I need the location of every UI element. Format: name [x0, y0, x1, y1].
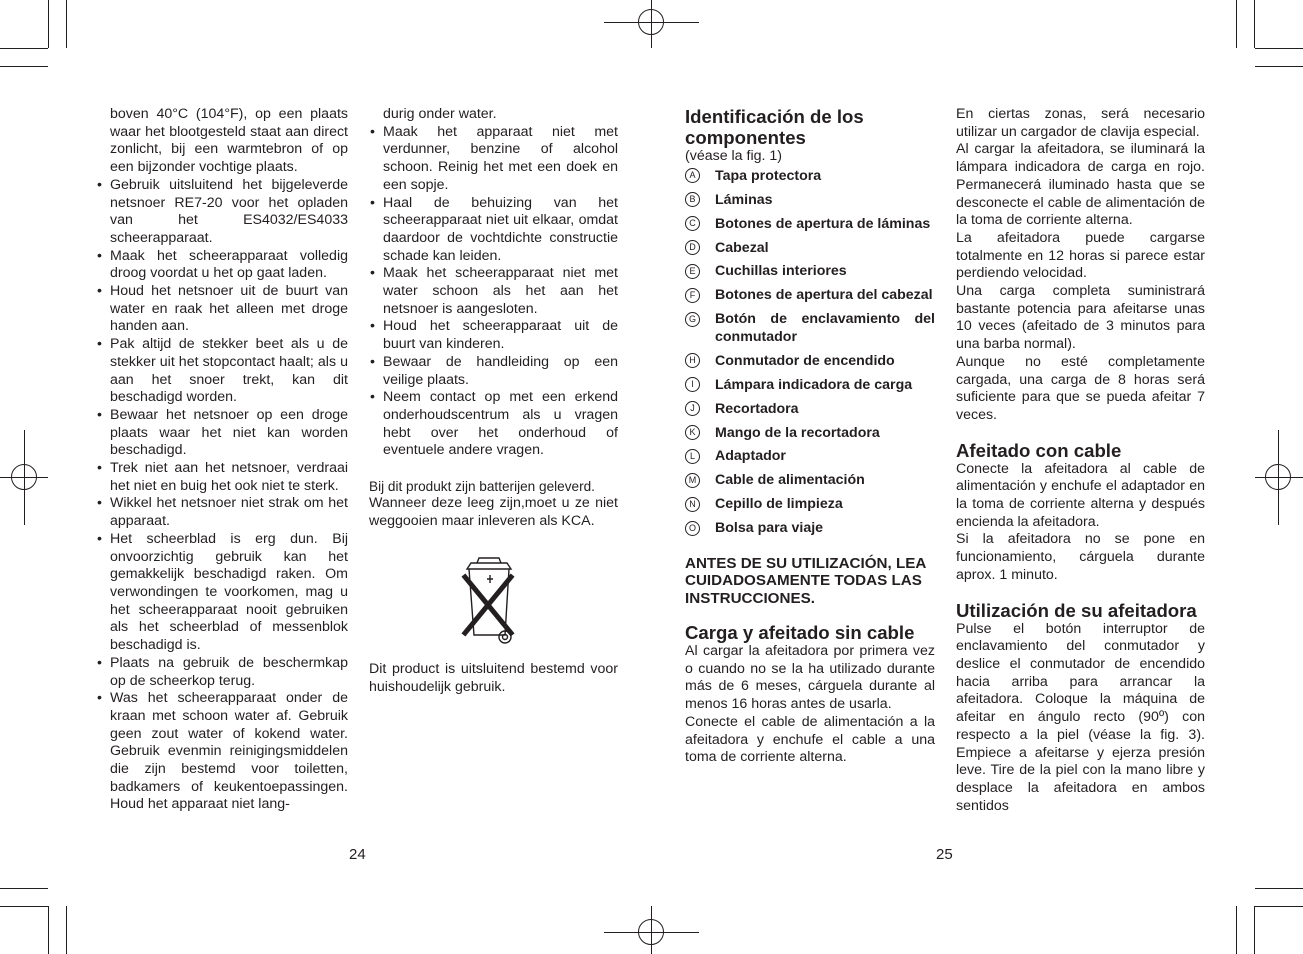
component-item [685, 216, 935, 234]
component-item [685, 353, 935, 371]
list-item: • Het scheerblad is erg dun. Bij onvoorzichtig gebruik kan het gemakkelijk beschadigd raken. Om verwondingen te voorkomen, mag u het scheerapparaat nooit gebruiken als het scheerblad of messenblok beschadigd is. [96, 531, 348, 655]
page24-column2 [369, 106, 618, 696]
crop-mark [1254, 0, 1255, 48]
component-label: Botones de apertura del cabezal [715, 287, 933, 304]
warning-heading: ANTES DE SU UTILIZACIÓN, LEA CUIDADOSAMENTE TODAS LAS INSTRUCCIONES. [685, 554, 926, 607]
component-item [685, 287, 935, 305]
list-item: • Plaats na gebruik de beschermkap op de scheerkop terug. [96, 655, 348, 690]
component-label: Láminas [715, 191, 773, 208]
component-item [685, 496, 935, 514]
letter-badge: G [685, 312, 700, 327]
list-item: • Maak het scheerapparaat niet met water schoon als het aan het netsnoer is aangesloten. [369, 265, 618, 318]
registration-circle [638, 919, 664, 945]
letter-badge: A [685, 168, 700, 183]
list-item: • Maak het apparaat niet met verdunner, benzine of alcohol schoon. Reinig het met een doek en een sopje. [369, 124, 618, 195]
paragraph: Una carga completa suministrará bastante potencia para afeitarse unas 10 veces (afeitado de 3 minutos para una barba normal). [956, 283, 1205, 353]
component-label: Botones de apertura de láminas [715, 215, 931, 232]
page25-column2 [956, 106, 1205, 815]
page24-column1 [96, 106, 348, 814]
paragraph: La afeitadora puede cargarse totalmente en 12 horas si parece estar perdiendo velocidad. [956, 229, 1205, 282]
list-item: • Pak altijd de stekker beet als u de stekker uit het stopcontact haalt; als u aan het snoer trekt, kan dit beschadigd worden. [96, 336, 348, 407]
household-note: Dit product is uitsluitend bestemd voor huishoudelijk gebruik. [369, 660, 618, 695]
component-list [685, 168, 935, 538]
list-item: • Gebruik uitsluitend het bijgeleverde netsnoer RE7-20 voor het opladen van het ES4032/ES4033 scheerapparaat. [96, 177, 348, 248]
component-item [685, 168, 935, 186]
component-label: Cable de alimentación [715, 472, 865, 489]
paragraph: Conecte el cable de alimentación a la afeitadora y enchufe el cable a una toma de corriente alterna. [685, 713, 935, 766]
letter-badge: F [685, 288, 700, 303]
battery-text: Wanneer deze leeg zijn,moet u ze niet weggooien maar inleveren als KCA. [369, 495, 618, 530]
component-label: Mango de la recortadora [715, 424, 880, 441]
component-item [685, 377, 935, 395]
safety-list [369, 124, 618, 460]
registration-circle [638, 9, 664, 35]
crop-mark [0, 48, 48, 49]
letter-badge: O [685, 521, 700, 536]
paragraph: durig onder water. [383, 106, 497, 122]
letter-badge: I [685, 377, 700, 392]
component-item [685, 401, 935, 419]
letter-badge: N [685, 497, 700, 512]
component-item [685, 263, 935, 281]
letter-badge: L [685, 449, 700, 464]
crop-mark [0, 66, 48, 67]
list-item: • Wikkel het netsnoer niet strak om het apparaat. [96, 495, 348, 530]
letter-badge: M [685, 473, 700, 488]
crop-mark [1255, 48, 1303, 49]
figure-reference: (véase la fig. 1) [685, 148, 782, 164]
component-label: Adaptador [715, 448, 786, 465]
component-label: Lámpara indicadora de carga [715, 376, 913, 393]
section-heading: Utilización de su afeitadora [956, 599, 1197, 621]
component-label: Tapa protectora [715, 167, 822, 184]
list-item: • Houd het scheerapparaat uit de buurt van kinderen. [369, 318, 618, 353]
component-label: Conmutador de encendido [715, 352, 895, 369]
list-item: • Haal de behuizing van het scheerapparaat niet uit elkaar, omdat daardoor de vochtdichte constructie schade kan leiden. [369, 195, 618, 266]
crop-mark [1255, 888, 1303, 889]
page-number: 24 [349, 846, 366, 863]
crop-mark [1236, 0, 1237, 48]
component-label: Botón de enclavamiento del conmutador [715, 311, 935, 345]
crop-mark [66, 906, 67, 954]
component-item [685, 520, 935, 538]
list-item: • Maak het scheerapparaat volledig droog voordat u het op gaat laden. [96, 248, 348, 283]
letter-badge: E [685, 264, 700, 279]
component-item [685, 311, 935, 346]
component-item [685, 472, 935, 490]
crop-mark [66, 0, 67, 48]
section-heading: Identificación de los componentes [685, 106, 864, 148]
component-label: Cepillo de limpieza [715, 496, 843, 513]
crossed-bin-icon [457, 555, 521, 647]
list-item: • Bewaar de handleiding op een veilige plaats. [369, 354, 618, 389]
paragraph: Conecte la afeitadora al cable de alimentación y enchufe el adaptador en la toma de corriente alterna y después encienda la afeitadora. [956, 460, 1205, 530]
page25-column1 [685, 106, 935, 767]
section-heading: Afeitado con cable [956, 439, 1122, 461]
paragraph: Al cargar la afeitadora, se iluminará la lámpara indicadora de carga en rojo. Permanecerá iluminado hasta que se desconecte el cable de alimentación de la toma de corriente alterna. [956, 141, 1205, 229]
paragraph: Pulse el botón interruptor de enclavamiento del conmutador y deslice el conmutador de encendido hacia arriba para arrancar la afeitadora. Coloque la máquina de afeitar en ángulo recto (90º) con respecto a la piel (véase la fig. 3). Empiece a afeitarse y ejerza presión leve. Tire de la piel con la mano libre y desplace la afeitadora en ambos sentidos [956, 620, 1205, 814]
safety-list [96, 177, 348, 814]
list-item: • Neem contact op met een erkend onderhoudscentrum als u vragen hebt over het onderhoud of eventuele andere vragen. [369, 389, 618, 460]
list-item: • Trek niet aan het netsnoer, verdraai het niet en buig het ook niet te sterk. [96, 460, 348, 495]
component-label: Bolsa para viaje [715, 520, 824, 537]
letter-badge: H [685, 353, 700, 368]
crop-mark [0, 906, 48, 907]
list-item: • Houd het netsnoer uit de buurt van water en raak het alleen met droge handen aan. [96, 283, 348, 336]
letter-badge: D [685, 240, 700, 255]
component-label: Cabezal [715, 239, 769, 256]
crop-mark [48, 906, 49, 954]
component-item [685, 240, 935, 258]
paragraph: En ciertas zonas, será necesario utilizar un cargador de clavija especial. [956, 106, 1205, 140]
page-number: 25 [936, 846, 953, 863]
paragraph: Aunque no esté completamente cargada, una carga de 8 horas será suficiente para que se pueda afeitar 7 veces. [956, 353, 1205, 423]
list-item: • Was het scheerapparaat onder de kraan met schoon water af. Gebruik geen zout water of kokend water. Gebruik evenmin reinigingsmiddelen die zijn bestemd voor toiletten, badkamers of keukentoepassingen. Houd het apparaat niet lang- [96, 690, 348, 814]
crop-mark [0, 888, 48, 889]
registration-circle [11, 464, 37, 490]
component-item [685, 425, 935, 443]
component-item [685, 448, 935, 466]
battery-note: Bij dit produkt zijn batterijen geleverd. [369, 478, 595, 494]
paragraph: boven 40°C (104°F), op een plaats waar het blootgesteld staat aan direct zonlicht, bij een warmtebron of op een bijzonder vochtige plaats. [110, 106, 348, 176]
crop-mark [1255, 66, 1303, 67]
component-label: Recortadora [715, 400, 799, 417]
component-item [685, 192, 935, 210]
paragraph: Si la afeitadora no se pone en funcionamiento, cárguela durante aprox. 1 minuto. [956, 531, 1205, 583]
letter-badge: B [685, 192, 700, 207]
letter-badge: C [685, 216, 700, 231]
crop-mark [1255, 906, 1303, 907]
letter-badge: K [685, 425, 700, 440]
list-item: • Bewaar het netsnoer op een droge plaats waar het niet kan worden beschadigd. [96, 407, 348, 460]
component-label: Cuchillas interiores [715, 263, 847, 280]
letter-badge: J [685, 401, 700, 416]
section-heading: Carga y afeitado sin cable [685, 621, 915, 643]
crop-mark [1254, 906, 1255, 954]
crop-mark [1236, 906, 1237, 954]
paragraph: Al cargar la afeitadora por primera vez o cuando no se la ha utilizado durante más de 6 meses, cárguela durante al menos 16 horas antes de usarla. [685, 642, 935, 713]
crop-mark [48, 0, 49, 48]
registration-circle [1265, 464, 1291, 490]
